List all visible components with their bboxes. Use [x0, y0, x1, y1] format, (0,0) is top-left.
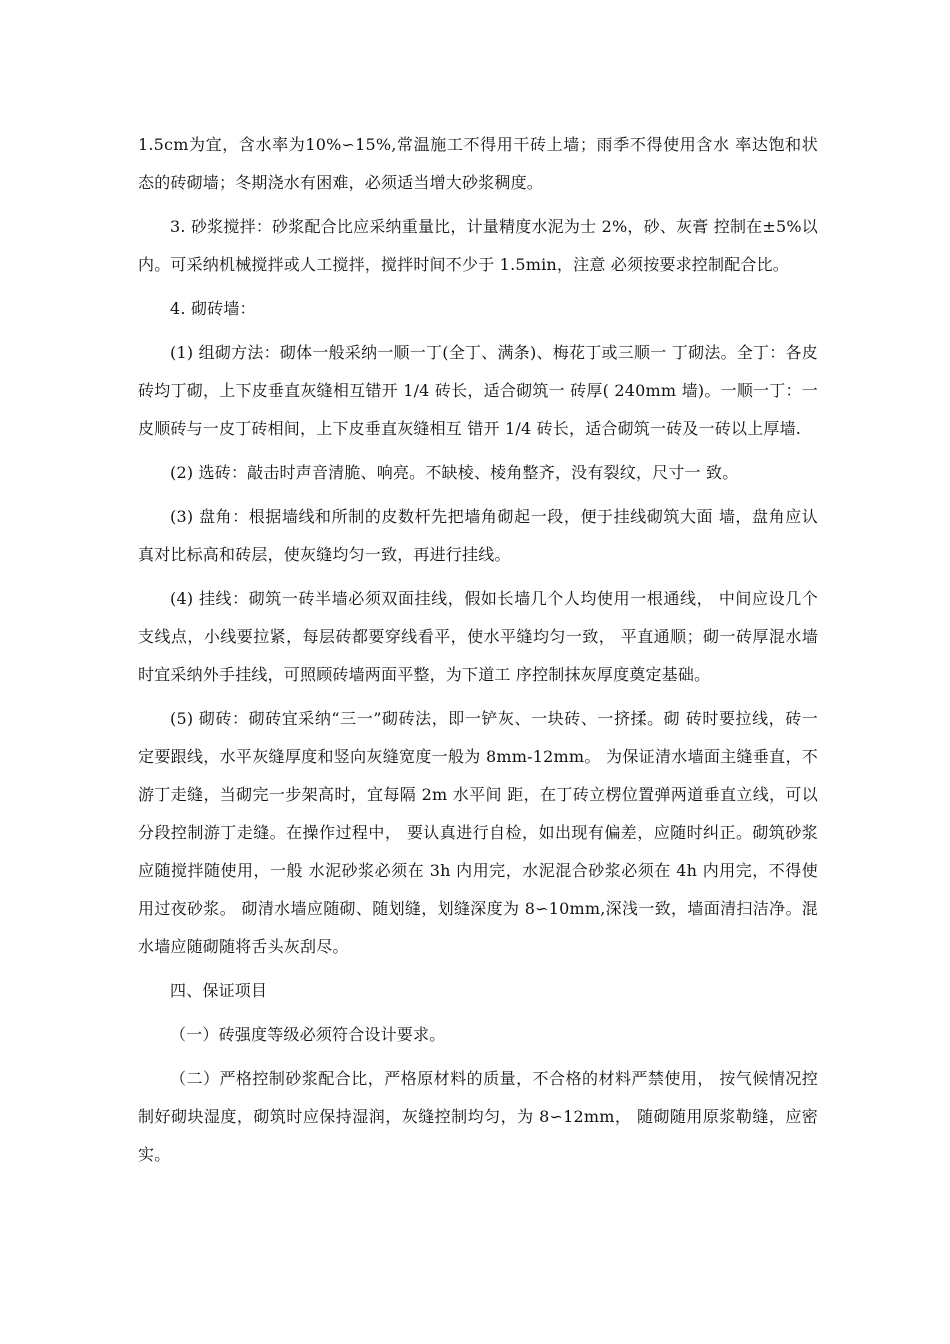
paragraph-brick-selection: (2) 选砖：敲击时声音清脆、响亮。不缺棱、棱角整齐，没有裂纹，尺寸一 致。 [170, 463, 739, 482]
paragraph-bonding-method: (1) 组砌方法：砌体一般采纳一顺一丁(全丁、满条)、梅花丁或三顺一 丁砌法。全丁：各皮砖均丁砌，上下皮垂直灰缝相互错开 1/4 砖长，适合砌筑一 砖厚( 240mm 墙)。一顺一丁：一皮顺砖与一皮丁砖相间，上下皮垂直灰缝相互 错开 1/4 砖长，适合砌筑一砖及一砖以上厚墙. [138, 343, 818, 438]
section-heading-guarantee-items: 四、保证项目 [170, 981, 268, 1000]
paragraph-mortar-mixing: 3. 砂浆搅拌：砂浆配合比应采纳重量比，计量精度水泥为士 2%，砂、灰膏 控制在±5%以内。可采纳机械搅拌或人工搅拌，搅拌时间不少于 1.5min，注意 必须按要求控制配合比。 [138, 217, 818, 274]
paragraph-line-setting: (4) 挂线：砌筑一砖半墙必须双面挂线，假如长墙几个人均使用一根通线， 中间应设几个支线点，小线要拉紧，每层砖都要穿线看平，使水平缝均匀一致， 平直通顺；砌一砖厚混水墙时宜采纳外手挂线，可照顾砖墙两面平整，为下道工 序控制抹灰厚度奠定基础。 [138, 589, 818, 684]
paragraph-mortar-control: （二）严格控制砂浆配合比，严格原材料的质量，不合格的材料严禁使用， 按气候情况控制好砌块湿度，砌筑时应保持湿润，灰缝控制均匀，为 8∽12mm， 随砌随用原浆勒缝，应密实。 [138, 1069, 818, 1164]
paragraph-corner-building: (3) 盘角：根据墙线和所制的皮数杆先把墙角砌起一段，便于挂线砌筑大面 墙，盘角应认真对比标高和砖层，使灰缝均匀一致，再进行挂线。 [138, 507, 818, 564]
paragraph-moisture: 1.5cm为宜，含水率为10%∽15%,常温施工不得用干砖上墙；雨季不得使用含水 率达饱和状态的砖砌墙；冬期浇水有困难，必须适当增大砂浆稠度。 [138, 135, 818, 192]
paragraph-brick-wall-heading: 4. 砌砖墙： [170, 299, 256, 318]
paragraph-brick-strength: （一）砖强度等级必须符合设计要求。 [170, 1025, 446, 1044]
document-body [138, 126, 818, 1180]
paragraph-bricklaying: (5) 砌砖：砌砖宜采纳“三一”砌砖法，即一铲灰、一块砖、一挤揉。砌 砖时要拉线，砖一定要跟线，水平灰缝厚度和竖向灰缝宽度一般为 8mm-12mm。 为保证清水墙面主缝垂直，不游丁走缝，当砌完一步架高时，宜每隔 2m 水平间 距，在丁砖立楞位置弹两道垂直立线，可以分段控制游丁走缝。在操作过程中， 要认真进行自检，如出现有偏差，应随时纠正。砌筑砂浆应随搅拌随使用，一般 水泥砂浆必须在 3h 内用完，水泥混合砂浆必须在 4h 内用完，不得使用过夜砂浆。 砌清水墙应随砌、随划缝，划缝深度为 8∽10mm,深浅一致，墙面清扫洁净。混 水墙应随砌随将舌头灰刮尽。 [138, 709, 818, 956]
